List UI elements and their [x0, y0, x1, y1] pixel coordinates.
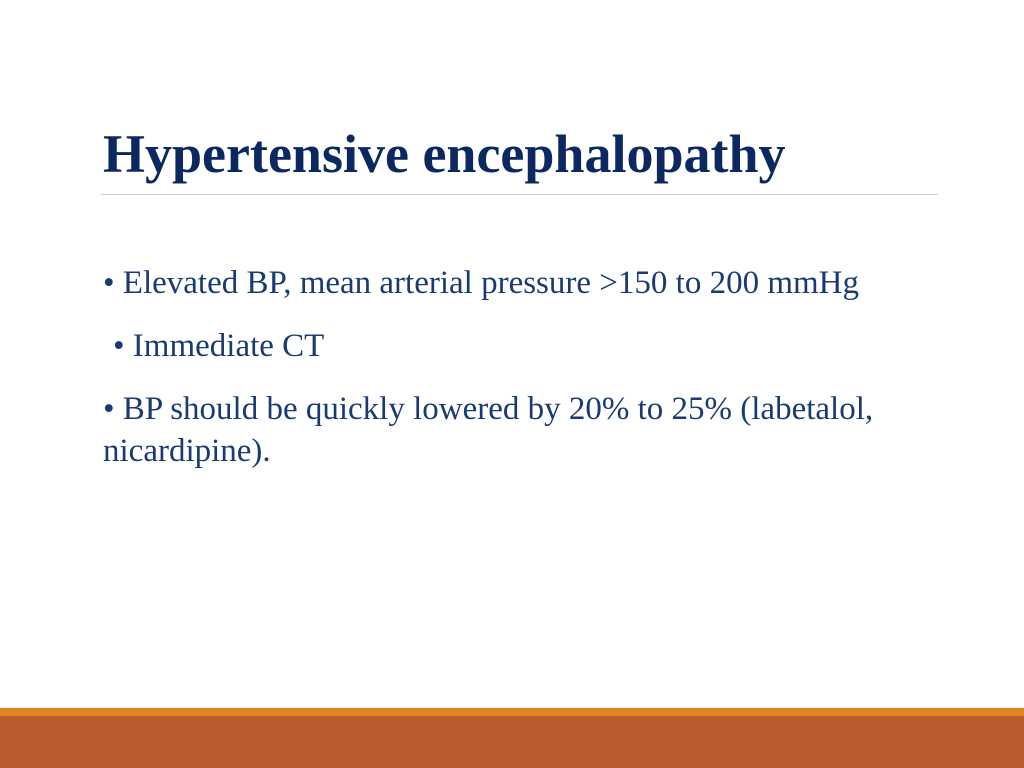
bullet-list	[103, 262, 923, 493]
bullet-item-1: • Elevated BP, mean arterial pressure >150 to 200 mmHg	[103, 265, 859, 301]
footer-band	[0, 716, 1024, 768]
title-divider	[101, 194, 938, 195]
bullet-item-2: • Immediate CT	[113, 328, 325, 364]
footer-accent-stripe	[0, 708, 1024, 716]
bullet-item-3: • BP should be quickly lowered by 20% to 25% (labetalol, nicardipine).	[103, 391, 874, 469]
slide-title: Hypertensive encephalopathy	[103, 124, 786, 184]
